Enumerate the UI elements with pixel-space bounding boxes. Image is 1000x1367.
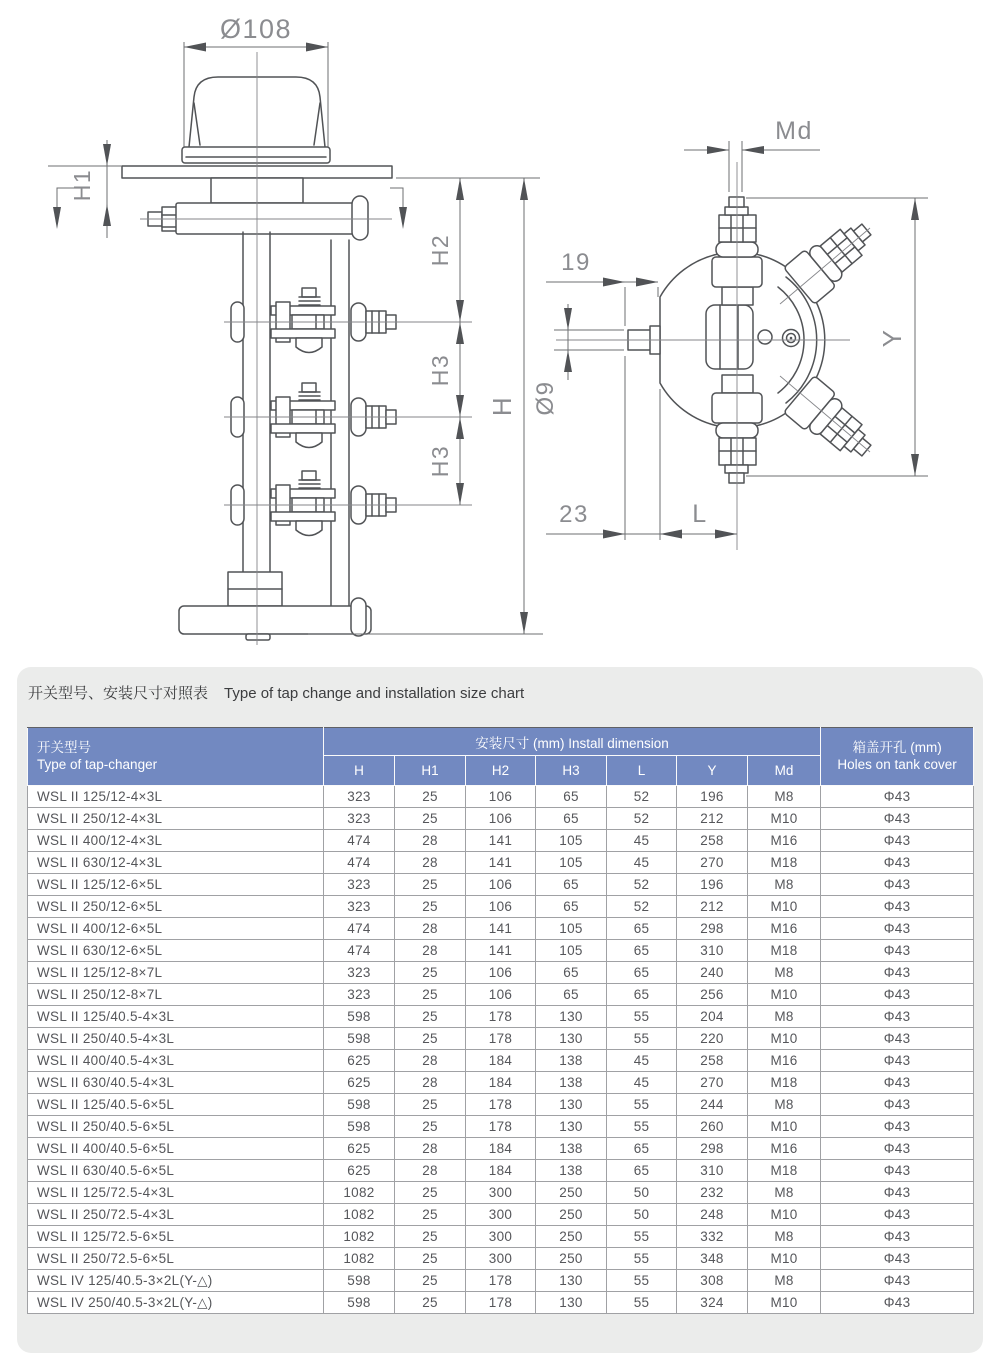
value-cell: 65 <box>607 1138 677 1160</box>
value-cell: 256 <box>677 984 748 1006</box>
value-cell: Φ43 <box>821 808 974 830</box>
value-cell: M10 <box>748 1248 821 1270</box>
value-cell: 300 <box>466 1182 536 1204</box>
model-cell: WSL II 125/40.5-4×3L <box>28 1006 324 1028</box>
value-cell: 348 <box>677 1248 748 1270</box>
contact-assembly <box>231 471 396 536</box>
value-cell: 25 <box>395 1006 466 1028</box>
value-cell: 323 <box>324 786 395 808</box>
col-header-holes-zh: 箱盖开孔 (mm) <box>852 739 942 755</box>
value-cell: Φ43 <box>821 1072 974 1094</box>
value-cell: 178 <box>466 1094 536 1116</box>
value-cell: 270 <box>677 1072 748 1094</box>
value-cell: Φ43 <box>821 918 974 940</box>
value-cell: 598 <box>324 1116 395 1138</box>
value-cell: Φ43 <box>821 874 974 896</box>
value-cell: 598 <box>324 1094 395 1116</box>
value-cell: 1082 <box>324 1248 395 1270</box>
terminal-stud-lower-right <box>784 376 882 469</box>
value-cell: M18 <box>748 940 821 962</box>
value-cell: 598 <box>324 1006 395 1028</box>
value-cell: 52 <box>607 874 677 896</box>
value-cell: 260 <box>677 1116 748 1138</box>
value-cell: Φ43 <box>821 962 974 984</box>
table-row <box>28 1292 974 1314</box>
col-header-h: H <box>324 756 395 786</box>
value-cell: 625 <box>324 1138 395 1160</box>
value-cell: 55 <box>607 1226 677 1248</box>
value-cell: 65 <box>607 984 677 1006</box>
value-cell: 184 <box>466 1050 536 1072</box>
value-cell: 248 <box>677 1204 748 1226</box>
table-row <box>28 874 974 896</box>
spec-table <box>27 727 974 1314</box>
value-cell: M10 <box>748 1116 821 1138</box>
value-cell: 323 <box>324 962 395 984</box>
value-cell: M16 <box>748 830 821 852</box>
col-header-model <box>28 728 324 786</box>
value-cell: 323 <box>324 874 395 896</box>
value-cell: 55 <box>607 1006 677 1028</box>
value-cell: 184 <box>466 1072 536 1094</box>
model-cell: WSL II 250/72.5-4×3L <box>28 1204 324 1226</box>
value-cell: 141 <box>466 830 536 852</box>
value-cell: 298 <box>677 918 748 940</box>
value-cell: 1082 <box>324 1182 395 1204</box>
value-cell: 332 <box>677 1226 748 1248</box>
table-row <box>28 852 974 874</box>
table-row <box>28 1182 974 1204</box>
value-cell: 65 <box>536 874 607 896</box>
value-cell: 323 <box>324 808 395 830</box>
value-cell: 300 <box>466 1204 536 1226</box>
value-cell: 178 <box>466 1270 536 1292</box>
value-cell: 25 <box>395 1028 466 1050</box>
model-cell: WSL II 250/40.5-6×5L <box>28 1116 324 1138</box>
dim-label-h: H <box>487 395 517 417</box>
model-cell: WSL II 250/12-8×7L <box>28 984 324 1006</box>
value-cell: 141 <box>466 940 536 962</box>
model-cell: WSL II 630/40.5-4×3L <box>28 1072 324 1094</box>
value-cell: 65 <box>607 1160 677 1182</box>
value-cell: 55 <box>607 1292 677 1314</box>
model-cell: WSL IV 125/40.5-3×2L(Y-△) <box>28 1270 324 1292</box>
value-cell: 25 <box>395 1094 466 1116</box>
dim-label-h2: H2 <box>427 233 453 267</box>
table-row <box>28 1204 974 1226</box>
value-cell: Φ43 <box>821 1028 974 1050</box>
value-cell: 323 <box>324 896 395 918</box>
terminal-stud-upper-right <box>784 211 882 304</box>
value-cell: Φ43 <box>821 1270 974 1292</box>
col-header-holes <box>821 728 974 786</box>
dim-label-l: L <box>692 500 708 528</box>
value-cell: 141 <box>466 918 536 940</box>
value-cell: 232 <box>677 1182 748 1204</box>
col-header-h2: H2 <box>466 756 536 786</box>
value-cell: M18 <box>748 1072 821 1094</box>
model-cell: WSL II 630/40.5-6×5L <box>28 1160 324 1182</box>
value-cell: 105 <box>536 830 607 852</box>
value-cell: 106 <box>466 874 536 896</box>
value-cell: 625 <box>324 1050 395 1072</box>
value-cell: 45 <box>607 1050 677 1072</box>
front-view-drawing <box>48 14 543 645</box>
value-cell: 25 <box>395 962 466 984</box>
dim-label-d9: Ø9 <box>532 380 559 416</box>
value-cell: 240 <box>677 962 748 984</box>
value-cell: 28 <box>395 1160 466 1182</box>
dim-label-19: 19 <box>561 249 591 276</box>
model-cell: WSL II 125/12-4×3L <box>28 786 324 808</box>
value-cell: 25 <box>395 1226 466 1248</box>
value-cell: Φ43 <box>821 1094 974 1116</box>
value-cell: 212 <box>677 808 748 830</box>
value-cell: 130 <box>536 1292 607 1314</box>
value-cell: 65 <box>607 918 677 940</box>
value-cell: M16 <box>748 918 821 940</box>
value-cell: 28 <box>395 830 466 852</box>
value-cell: 258 <box>677 830 748 852</box>
dim-label-h3: H3 <box>427 353 453 387</box>
value-cell: M8 <box>748 1006 821 1028</box>
model-cell: WSL II 125/12-6×5L <box>28 874 324 896</box>
value-cell: Φ43 <box>821 896 974 918</box>
value-cell: M8 <box>748 786 821 808</box>
value-cell: 178 <box>466 1006 536 1028</box>
table-row <box>28 830 974 852</box>
value-cell: 474 <box>324 830 395 852</box>
value-cell: M10 <box>748 984 821 1006</box>
table-row <box>28 1270 974 1292</box>
model-cell: WSL II 125/12-8×7L <box>28 962 324 984</box>
value-cell: M16 <box>748 1050 821 1072</box>
value-cell: 105 <box>536 852 607 874</box>
value-cell: 45 <box>607 830 677 852</box>
value-cell: 184 <box>466 1138 536 1160</box>
value-cell: 55 <box>607 1094 677 1116</box>
section-title-en: Type of tap change and installation size chart <box>224 685 525 702</box>
col-header-y: Y <box>677 756 748 786</box>
value-cell: 65 <box>536 808 607 830</box>
value-cell: 106 <box>466 808 536 830</box>
value-cell: 55 <box>607 1248 677 1270</box>
value-cell: 25 <box>395 808 466 830</box>
model-cell: WSL II 400/40.5-6×5L <box>28 1138 324 1160</box>
section-title <box>28 682 524 703</box>
value-cell: 50 <box>607 1182 677 1204</box>
dim-label-h1: H1 <box>69 168 95 202</box>
value-cell: 138 <box>536 1072 607 1094</box>
value-cell: Φ43 <box>821 786 974 808</box>
dim-label-23: 23 <box>559 501 589 528</box>
value-cell: M18 <box>748 852 821 874</box>
value-cell: 625 <box>324 1072 395 1094</box>
value-cell: 25 <box>395 984 466 1006</box>
value-cell: M8 <box>748 1226 821 1248</box>
value-cell: 130 <box>536 1270 607 1292</box>
value-cell: 1082 <box>324 1226 395 1248</box>
value-cell: 196 <box>677 874 748 896</box>
table-row <box>28 1072 974 1094</box>
value-cell: 141 <box>466 852 536 874</box>
dim-label-h3b: H3 <box>427 444 453 478</box>
value-cell: 106 <box>466 984 536 1006</box>
model-cell: WSL II 250/12-6×5L <box>28 896 324 918</box>
value-cell: 300 <box>466 1226 536 1248</box>
value-cell: 25 <box>395 1116 466 1138</box>
value-cell: 65 <box>536 786 607 808</box>
value-cell: M10 <box>748 896 821 918</box>
value-cell: 178 <box>466 1116 536 1138</box>
value-cell: 138 <box>536 1160 607 1182</box>
value-cell: 138 <box>536 1050 607 1072</box>
value-cell: 25 <box>395 896 466 918</box>
value-cell: 65 <box>607 962 677 984</box>
model-cell: WSL II 250/12-4×3L <box>28 808 324 830</box>
value-cell: 474 <box>324 940 395 962</box>
col-header-model-zh: 开关型号 <box>37 739 91 755</box>
value-cell: M10 <box>748 1204 821 1226</box>
dim-label-y: Y <box>877 328 907 348</box>
value-cell: 65 <box>536 896 607 918</box>
model-cell: WSL II 400/12-6×5L <box>28 918 324 940</box>
value-cell: Φ43 <box>821 1050 974 1072</box>
value-cell: 55 <box>607 1116 677 1138</box>
table-row <box>28 786 974 808</box>
value-cell: M8 <box>748 874 821 896</box>
table-row <box>28 1160 974 1182</box>
value-cell: 310 <box>677 940 748 962</box>
value-cell: 106 <box>466 962 536 984</box>
value-cell: 106 <box>466 786 536 808</box>
value-cell: 220 <box>677 1028 748 1050</box>
col-header-model-en: Type of tap-changer <box>37 756 158 772</box>
value-cell: 55 <box>607 1270 677 1292</box>
value-cell: 25 <box>395 874 466 896</box>
table-body <box>28 786 974 1314</box>
table-row <box>28 1028 974 1050</box>
value-cell: Φ43 <box>821 852 974 874</box>
col-header-h1: H1 <box>395 756 466 786</box>
value-cell: 474 <box>324 852 395 874</box>
value-cell: 52 <box>607 786 677 808</box>
value-cell: M10 <box>748 808 821 830</box>
value-cell: 45 <box>607 1072 677 1094</box>
value-cell: 55 <box>607 1028 677 1050</box>
model-cell: WSL IV 250/40.5-3×2L(Y-△) <box>28 1292 324 1314</box>
table-row <box>28 896 974 918</box>
table-row <box>28 1094 974 1116</box>
table-row <box>28 1050 974 1072</box>
value-cell: 65 <box>536 962 607 984</box>
contact-assembly <box>231 288 396 353</box>
value-cell: Φ43 <box>821 1204 974 1226</box>
value-cell: 178 <box>466 1028 536 1050</box>
value-cell: Φ43 <box>821 830 974 852</box>
section-title-zh: 开关型号、安装尺寸对照表 <box>28 685 209 702</box>
value-cell: 130 <box>536 1116 607 1138</box>
value-cell: 323 <box>324 984 395 1006</box>
value-cell: 65 <box>536 984 607 1006</box>
model-cell: WSL II 400/12-4×3L <box>28 830 324 852</box>
spec-panel <box>17 667 983 1353</box>
dim-label-md: Md <box>775 117 813 145</box>
value-cell: 204 <box>677 1006 748 1028</box>
value-cell: 598 <box>324 1028 395 1050</box>
value-cell: Φ43 <box>821 1138 974 1160</box>
dim-label-d108: Ø108 <box>219 14 293 44</box>
value-cell: 52 <box>607 896 677 918</box>
value-cell: Φ43 <box>821 1292 974 1314</box>
table-row <box>28 1116 974 1138</box>
value-cell: 25 <box>395 1204 466 1226</box>
value-cell: 105 <box>536 940 607 962</box>
value-cell: 300 <box>466 1248 536 1270</box>
value-cell: 184 <box>466 1160 536 1182</box>
value-cell: 25 <box>395 1182 466 1204</box>
value-cell: 308 <box>677 1270 748 1292</box>
value-cell: 324 <box>677 1292 748 1314</box>
value-cell: M8 <box>748 1094 821 1116</box>
value-cell: 25 <box>395 1248 466 1270</box>
value-cell: M10 <box>748 1028 821 1050</box>
model-cell: WSL II 125/72.5-6×5L <box>28 1226 324 1248</box>
table-row <box>28 1138 974 1160</box>
value-cell: M8 <box>748 1270 821 1292</box>
value-cell: 598 <box>324 1270 395 1292</box>
value-cell: 250 <box>536 1226 607 1248</box>
value-cell: 598 <box>324 1292 395 1314</box>
value-cell: 106 <box>466 896 536 918</box>
model-cell: WSL II 250/72.5-6×5L <box>28 1248 324 1270</box>
top-view-drawing <box>532 117 928 550</box>
col-header-l: L <box>607 756 677 786</box>
value-cell: M16 <box>748 1138 821 1160</box>
value-cell: 130 <box>536 1028 607 1050</box>
table-row <box>28 1006 974 1028</box>
value-cell: Φ43 <box>821 940 974 962</box>
col-header-h3: H3 <box>536 756 607 786</box>
table-row <box>28 918 974 940</box>
value-cell: 130 <box>536 1094 607 1116</box>
value-cell: Φ43 <box>821 1006 974 1028</box>
value-cell: 250 <box>536 1248 607 1270</box>
value-cell: M10 <box>748 1292 821 1314</box>
value-cell: 310 <box>677 1160 748 1182</box>
value-cell: 270 <box>677 852 748 874</box>
value-cell: 130 <box>536 1006 607 1028</box>
value-cell: 25 <box>395 786 466 808</box>
value-cell: 250 <box>536 1182 607 1204</box>
value-cell: 50 <box>607 1204 677 1226</box>
model-cell: WSL II 630/12-6×5L <box>28 940 324 962</box>
model-cell: WSL II 250/40.5-4×3L <box>28 1028 324 1050</box>
value-cell: 45 <box>607 852 677 874</box>
value-cell: 298 <box>677 1138 748 1160</box>
value-cell: 105 <box>536 918 607 940</box>
value-cell: 196 <box>677 786 748 808</box>
value-cell: M8 <box>748 962 821 984</box>
value-cell: 625 <box>324 1160 395 1182</box>
value-cell: M8 <box>748 1182 821 1204</box>
value-cell: 250 <box>536 1204 607 1226</box>
value-cell: 25 <box>395 1270 466 1292</box>
value-cell: 244 <box>677 1094 748 1116</box>
value-cell: 28 <box>395 852 466 874</box>
value-cell: 65 <box>607 940 677 962</box>
value-cell: 138 <box>536 1138 607 1160</box>
value-cell: 25 <box>395 1292 466 1314</box>
col-header-install: 安装尺寸 (mm) Install dimension <box>324 728 821 756</box>
value-cell: Φ43 <box>821 1248 974 1270</box>
table-row <box>28 1248 974 1270</box>
value-cell: 258 <box>677 1050 748 1072</box>
value-cell: M18 <box>748 1160 821 1182</box>
contact-assembly <box>231 383 396 448</box>
model-cell: WSL II 125/72.5-4×3L <box>28 1182 324 1204</box>
table-row <box>28 940 974 962</box>
value-cell: Φ43 <box>821 1116 974 1138</box>
table-row <box>28 962 974 984</box>
model-cell: WSL II 400/40.5-4×3L <box>28 1050 324 1072</box>
value-cell: Φ43 <box>821 984 974 1006</box>
col-header-md: Md <box>748 756 821 786</box>
value-cell: 178 <box>466 1292 536 1314</box>
technical-drawings <box>0 0 1000 660</box>
value-cell: 28 <box>395 918 466 940</box>
value-cell: 28 <box>395 940 466 962</box>
model-cell: WSL II 630/12-4×3L <box>28 852 324 874</box>
value-cell: 28 <box>395 1050 466 1072</box>
value-cell: 474 <box>324 918 395 940</box>
value-cell: 28 <box>395 1072 466 1094</box>
table-row <box>28 984 974 1006</box>
table-row <box>28 1226 974 1248</box>
value-cell: Φ43 <box>821 1226 974 1248</box>
value-cell: 212 <box>677 896 748 918</box>
value-cell: 1082 <box>324 1204 395 1226</box>
value-cell: 28 <box>395 1138 466 1160</box>
value-cell: 52 <box>607 808 677 830</box>
value-cell: Φ43 <box>821 1182 974 1204</box>
table-header <box>28 728 974 786</box>
value-cell: Φ43 <box>821 1160 974 1182</box>
model-cell: WSL II 125/40.5-6×5L <box>28 1094 324 1116</box>
col-header-holes-en: Holes on tank cover <box>837 756 957 772</box>
table-row <box>28 808 974 830</box>
